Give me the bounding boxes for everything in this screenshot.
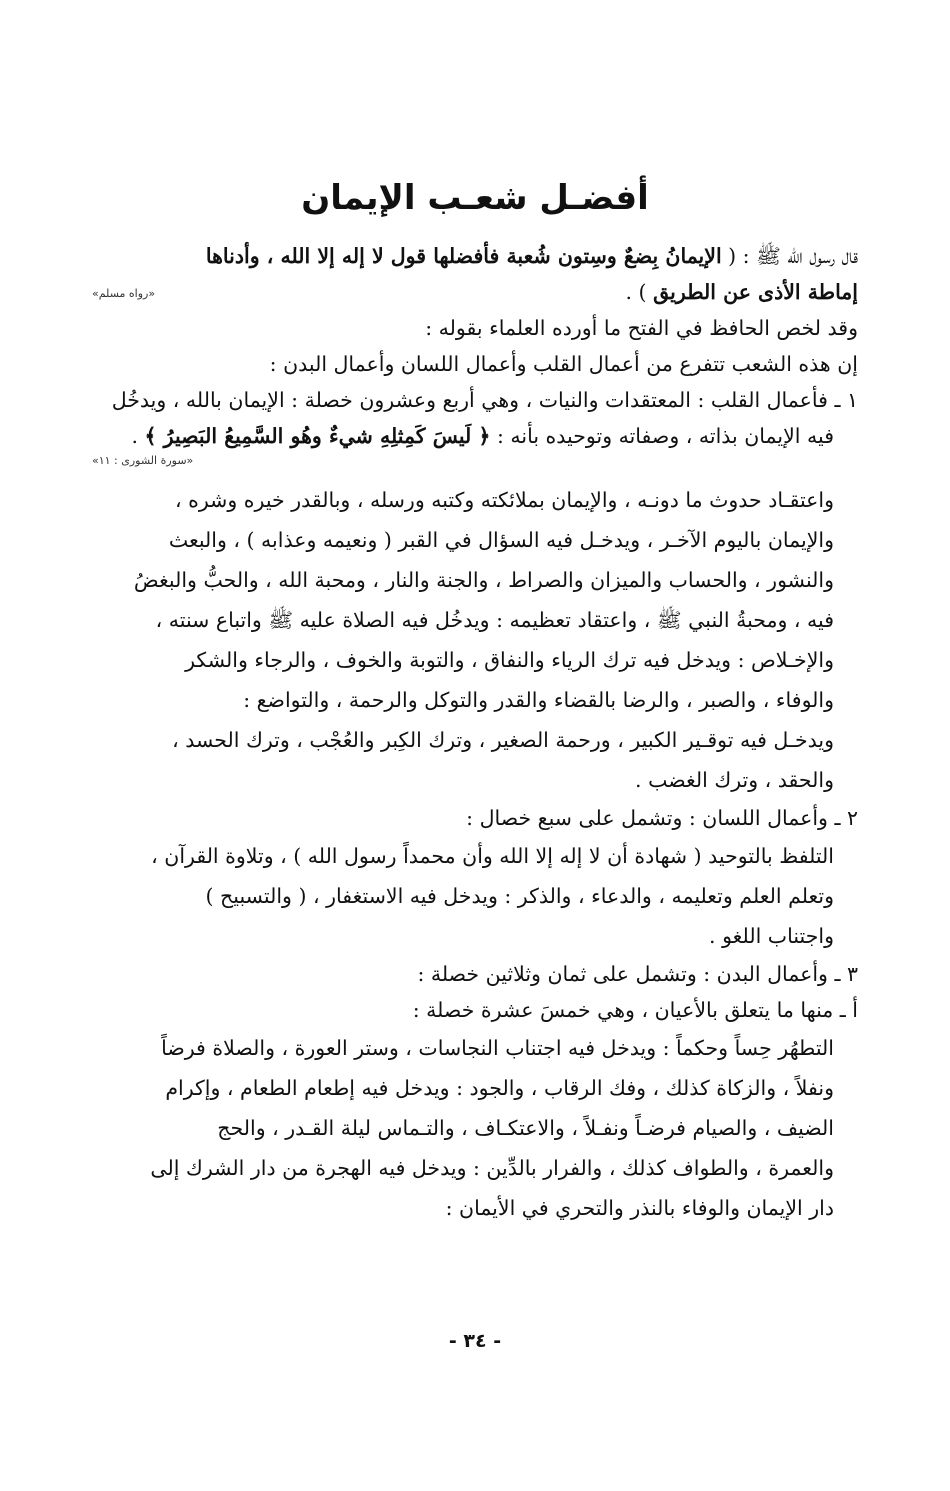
text-line: والعمرة ، والطواف كذلك ، والفرار بالدِّين : ويدخل فيه الهجرة من دار الشرك إلى — [150, 1156, 834, 1180]
text-line: وتعلم العلم وتعليمه ، والدعاء ، والذكر : ويدخل فيه الاستغفار ، ( والتسبيح ) — [205, 884, 834, 908]
quran-verse: ﴿ لَيسَ كَمِثلِهِ شيءٌ وهُو السَّمِيعُ البَصِيرُ ﴾ — [144, 424, 491, 448]
text-line: فيه ، ومحبةُ النبي ﷺ ، واعتقاد تعظيمه : ويدخُل فيه الصلاة عليه ﷺ واتباع سنته ، — [155, 608, 834, 632]
text-line: الضيف ، والصيام فرضـاً ونفـلاً ، والاعتكـاف ، والتـماس ليلة القـدر ، والحج — [217, 1116, 834, 1140]
hadith-intro: قال رسول الله ﷺ : ( — [728, 244, 858, 268]
page-number: - ٣٤ - — [448, 1330, 502, 1352]
section-heading: ٢ ـ وأعمال اللسان : وتشمل على سبع خصال : — [466, 806, 858, 830]
text-line: واجتناب اللغو . — [709, 924, 834, 948]
text-line: ونفلاً ، والزكاة كذلك ، وفك الرقاب ، والجود : ويدخل فيه إطعام الطعام ، وإكرام — [165, 1076, 834, 1100]
verse-intro: فيه الإيمان بذاته ، وصفاته وتوحيده بأنه : — [496, 424, 834, 448]
text-line: وقد لخص الحافظ في الفتح ما أورده العلماء بقوله : — [425, 316, 858, 340]
text-line: والوفاء ، والصبر ، والرضا بالقضاء والقدر والتوكل والرحمة ، والتواضع : — [243, 688, 834, 712]
text-line: والنشور ، والحساب والميزان والصراط ، والجنة والنار ، ومحبة الله ، والحبُّ والبغضُ — [133, 568, 834, 592]
text-line: والإخـلاص : ويدخل فيه ترك الرياء والنفاق ، والتوبة والخوف ، والرجاء والشكر — [185, 648, 834, 672]
hadith-line-2 — [92, 274, 858, 310]
hadith-line-1 — [92, 238, 858, 274]
hadith-source: «رواه مسلم» — [92, 287, 156, 300]
section-heading: ٣ ـ وأعمال البدن : وتشمل على ثمان وثلاثين خصلة : — [417, 962, 858, 986]
hadith-text-2: إماطة الأذى عن الطريق — [653, 280, 858, 304]
text-line: ويدخـل فيه توقـير الكبير ، ورحمة الصغير ، وترك الكِبر والعُجْب ، وترك الحسد ، — [172, 728, 834, 752]
text-line: إن هذه الشعب تتفرع من أعمال القلب وأعمال اللسان وأعمال البدن : — [269, 352, 858, 376]
text-line: التلفظ بالتوحيد ( شهادة أن لا إله إلا الله وأن محمداً رسول الله ) ، وتلاوة القرآن ، — [151, 844, 834, 868]
page-title: أفضـل شعـب الإيمان — [301, 178, 649, 218]
verse-source: «سورة الشورى : ١١» — [92, 454, 194, 467]
hadith-text-1: الإيمانُ بِضعٌ وسِتون شُعبة فأفضلها قول لا إله إلا الله ، وأدناها — [205, 244, 722, 268]
verse-end: . — [131, 424, 138, 448]
text-line: التطهُر حِساً وحكماً : ويدخل فيه اجتناب النجاسات ، وستر العورة ، والصلاة فرضاً — [161, 1036, 834, 1060]
subsection-heading: أ ـ منها ما يتعلق بالأعيان ، وهي خمسَ عشرة خصلة : — [412, 998, 858, 1022]
verse-line — [92, 418, 858, 454]
text-line: واعتقـاد حدوث ما دونـه ، والإيمان بملائكته وكتبه ورسله ، وبالقدر خيره وشره ، — [175, 488, 834, 512]
text-line: ١ ـ فأعمال القلب : المعتقدات والنيات ، وهي أربع وعشرون خصلة : الإيمان بالله ، ويدخُل — [111, 388, 858, 412]
body-text — [92, 238, 858, 1228]
hadith-end: ) . — [625, 280, 647, 304]
text-line: دار الإيمان والوفاء بالنذر والتحري في الأيمان : — [445, 1196, 834, 1220]
text-line: والحقد ، وترك الغضب . — [635, 768, 834, 792]
text-line: والإيمان باليوم الآخـر ، ويدخـل فيه السؤال في القبر ( ونعيمه وعذابه ) ، والبعث — [168, 528, 834, 552]
spacer — [92, 470, 858, 480]
